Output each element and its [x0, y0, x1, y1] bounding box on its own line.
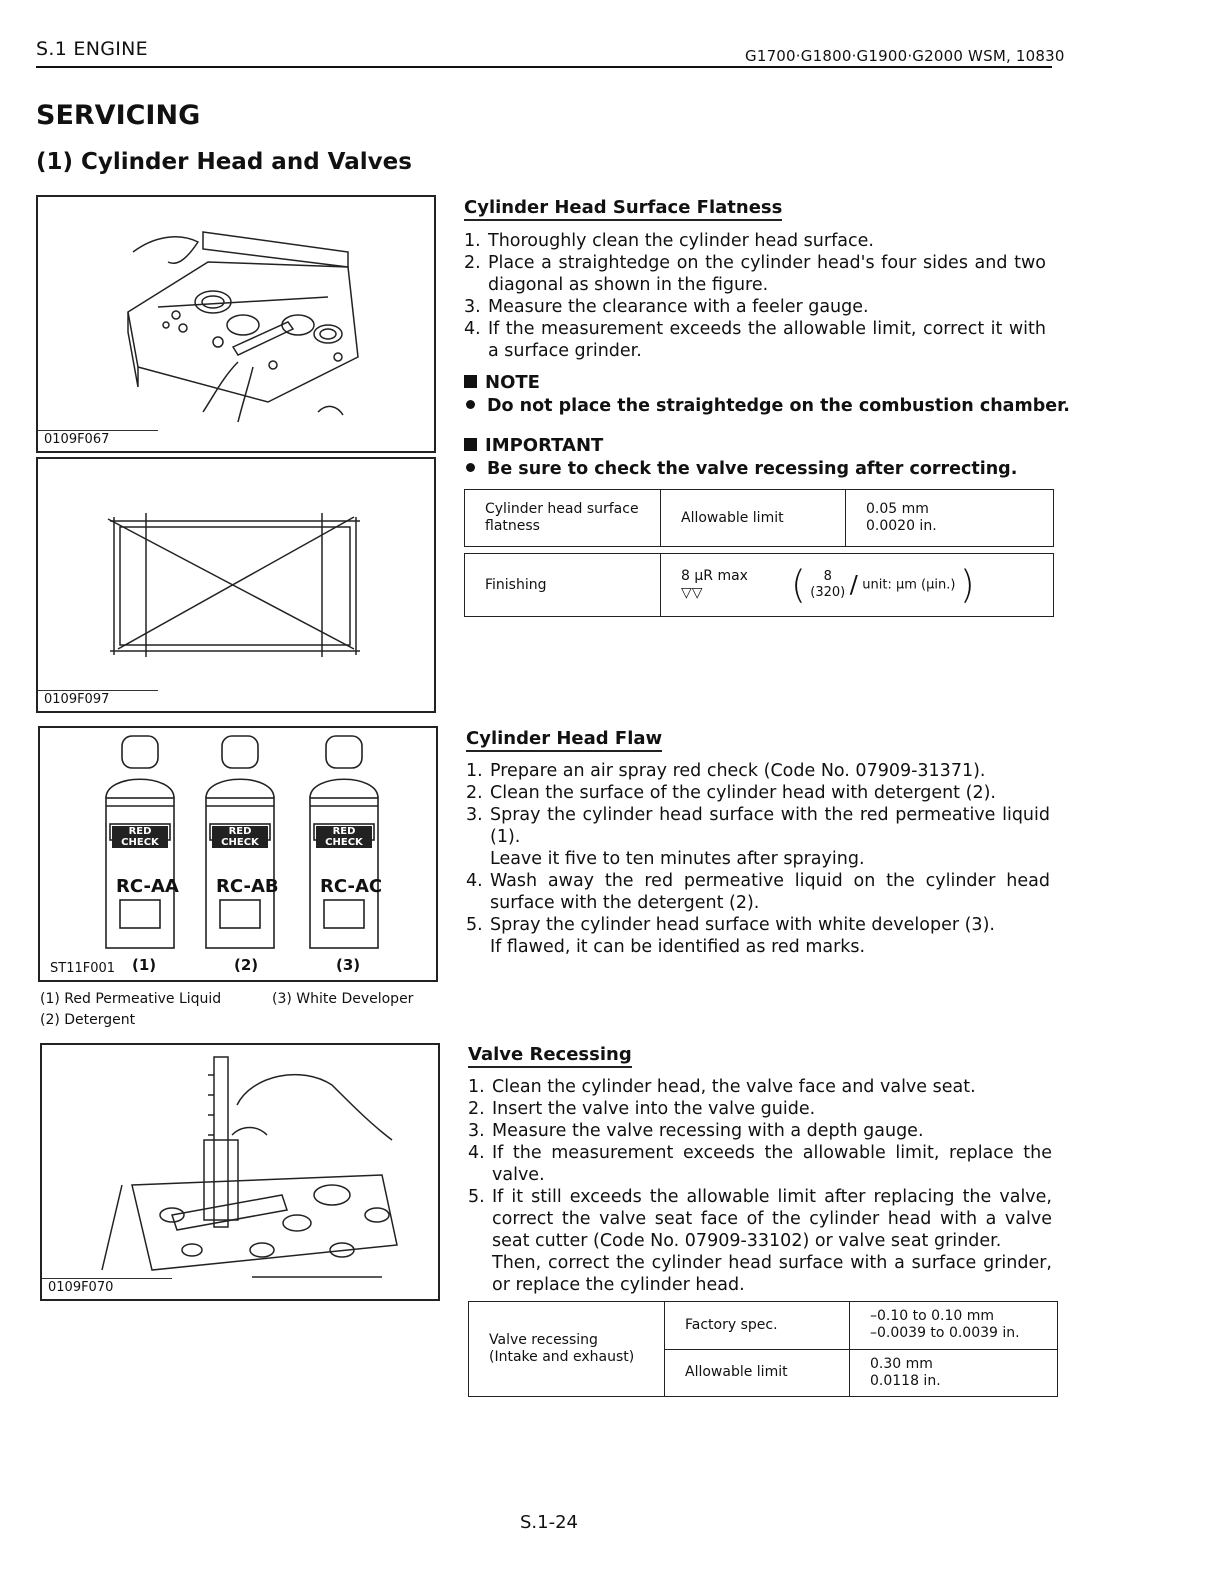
can-label-3: (3): [336, 956, 361, 974]
section-subtitle: (1) Cylinder Head and Valves: [36, 149, 412, 175]
spec-value: 0.05 mm 0.0020 in.: [846, 490, 1054, 547]
can-brand-label: RED CHECK: [212, 826, 268, 848]
list-item: 2. Clean the surface of the cylinder head with detergent (2).: [466, 783, 996, 803]
finish-unit: ( 8 (320) / unit: µm (µin.) ): [791, 554, 1054, 617]
can-code-label: RC-AA: [116, 876, 179, 897]
list-item: 1. Clean the cylinder head, the valve face and valve seat.: [468, 1077, 976, 1097]
straightedge-pattern-diagram-icon: [38, 459, 434, 711]
can-brand-label: RED CHECK: [316, 826, 372, 848]
finish-spec-table: [464, 553, 1054, 617]
recess-steps: [468, 1076, 1052, 1296]
list-item: 2. Place a straightedge on the cylinder head's four sides and two diagonal as shown in the figure.: [464, 253, 1046, 295]
note-text: Do not place the straightedge on the combustion chamber.: [464, 396, 1070, 416]
page-number: S.1-24: [520, 1512, 578, 1533]
list-item: 4. Wash away the red permeative liquid on the cylinder head surface with the detergent (2).: [466, 871, 1050, 913]
recess-spec-table: [468, 1301, 1058, 1397]
flatness-spec-table: [464, 489, 1054, 547]
depth-gauge-illustration-icon: [42, 1045, 438, 1299]
legend-item-3: (3) White Developer: [272, 991, 414, 1007]
important-text: Be sure to check the valve recessing after correcting.: [464, 459, 1017, 479]
spec-label: Allowable limit: [661, 490, 846, 547]
list-item: 1. Thoroughly clean the cylinder head surface.: [464, 231, 874, 251]
important-heading: IMPORTANT: [464, 435, 603, 456]
header-rule: [36, 66, 1052, 68]
finish-spec: 8 µR max ▽▽: [661, 554, 792, 617]
figure-code: 0109F097: [44, 692, 110, 707]
page-title: SERVICING: [36, 100, 201, 131]
list-item: 5. If it still exceeds the allowable limit after replacing the valve, correct the valve seat face of the cylinder head with a valve seat cutter (Code No. 07909-33102) or valve seat grinder. Then, correct the cylinder head surface with a surface grinder, or replace the cylinder head.: [468, 1187, 1052, 1295]
list-item: 2. Insert the valve into the valve guide.: [468, 1099, 816, 1119]
list-item: 1. Prepare an air spray red check (Code No. 07909-31371).: [466, 761, 986, 781]
figure-code: 0109F067: [44, 432, 110, 447]
square-bullet-icon: [464, 375, 477, 388]
list-item: 4. If the measurement exceeds the allowable limit, correct it with a surface grinder.: [464, 319, 1046, 361]
section-header: S.1 ENGINE: [36, 38, 148, 60]
factory-value: –0.10 to 0.10 mm –0.0039 to 0.0039 in.: [850, 1302, 1058, 1350]
straightedge-measuring-illustration-icon: [38, 197, 434, 451]
figure-straightedge-diagram: [36, 457, 436, 713]
figure-spray-cans: [38, 726, 438, 982]
figure-straightedge: [36, 195, 436, 453]
list-item: 3. Measure the clearance with a feeler gauge.: [464, 297, 869, 317]
note-heading: NOTE: [464, 372, 540, 393]
legend-item-1: (1) Red Permeative Liquid: [40, 991, 222, 1007]
can-label-1: (1): [132, 956, 157, 974]
limit-value: 0.30 mm 0.0118 in.: [850, 1349, 1058, 1397]
figure-depth-gauge: [40, 1043, 440, 1301]
section-title-recess: Valve Recessing: [468, 1044, 632, 1068]
list-item: 5. Spray the cylinder head surface with white developer (3). If flawed, it can be identified as red marks.: [466, 915, 995, 957]
model-header: G1700·G1800·G1900·G2000 WSM, 10830: [745, 47, 1065, 65]
can-label-2: (2): [234, 956, 259, 974]
can-brand-label: RED CHECK: [112, 826, 168, 848]
flatness-steps: [464, 230, 1046, 362]
bullet-icon: [466, 463, 475, 472]
recess-item: Valve recessing (Intake and exhaust): [469, 1302, 665, 1397]
figure-legend: [40, 989, 413, 1031]
finish-item: Finishing: [465, 554, 661, 617]
list-item: 3. Spray the cylinder head surface with the red permeative liquid (1). Leave it five to ten minutes after spraying.: [466, 805, 1050, 869]
red-check-spray-cans-icon: [40, 728, 436, 980]
section-title-flatness: Cylinder Head Surface Flatness: [464, 197, 782, 221]
square-bullet-icon: [464, 438, 477, 451]
legend-item-2: (2) Detergent: [40, 1012, 136, 1028]
spec-item: Cylinder head surface flatness: [465, 490, 661, 547]
can-code-label: RC-AC: [320, 876, 383, 897]
limit-label: Allowable limit: [665, 1349, 850, 1397]
section-title-flaw: Cylinder Head Flaw: [466, 728, 662, 752]
list-item: 4. If the measurement exceeds the allowable limit, replace the valve.: [468, 1143, 1052, 1185]
can-code-label: RC-AB: [216, 876, 279, 897]
figure-code: 0109F070: [48, 1280, 114, 1295]
bullet-icon: [466, 400, 475, 409]
figure-code: ST11F001: [50, 961, 116, 976]
factory-label: Factory spec.: [665, 1302, 850, 1350]
list-item: 3. Measure the valve recessing with a depth gauge.: [468, 1121, 924, 1141]
flaw-steps: [466, 760, 1050, 958]
